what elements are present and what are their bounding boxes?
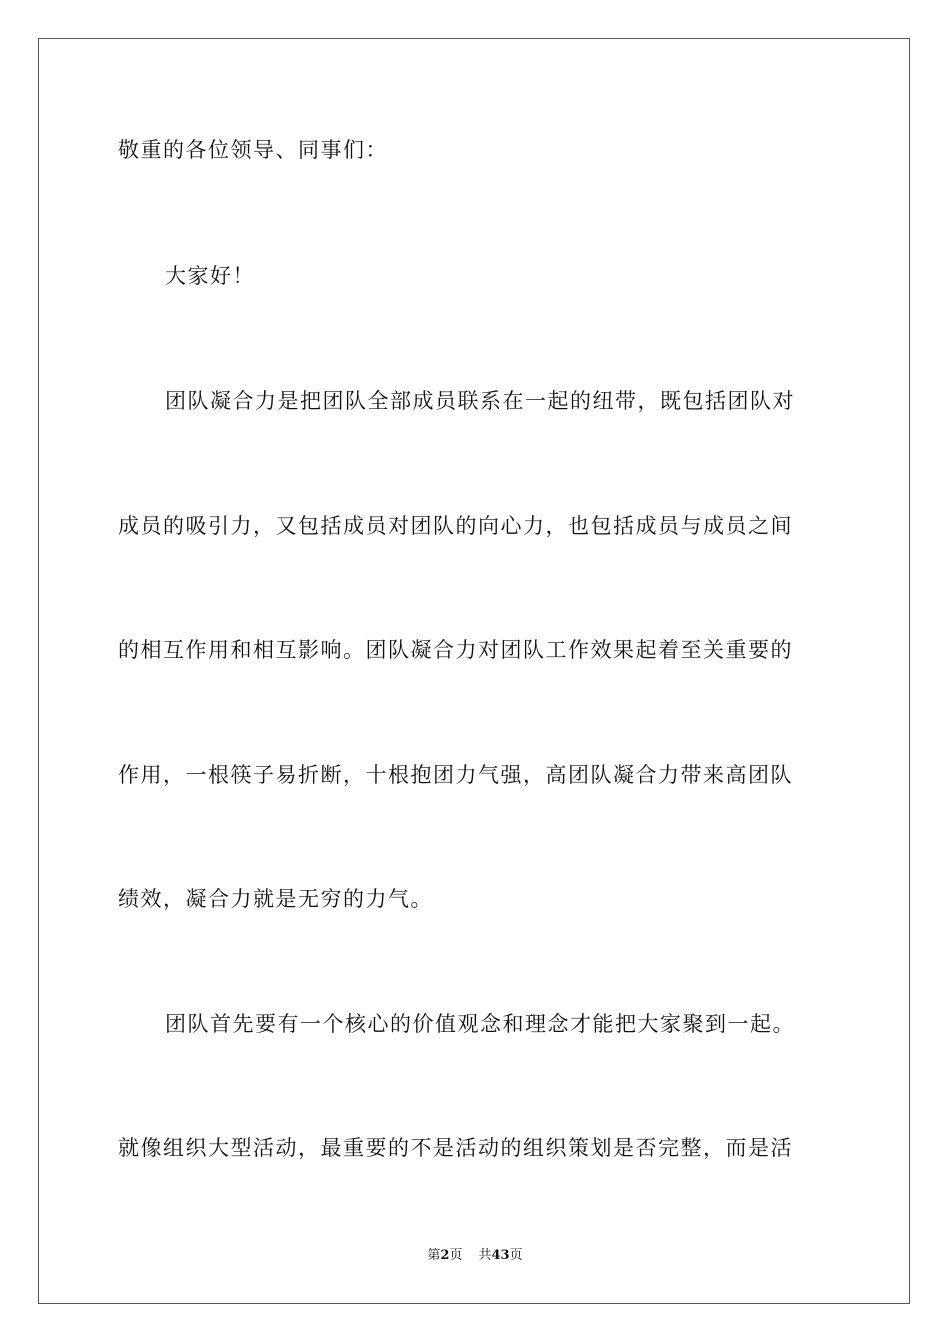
page-footer (0, 1247, 950, 1265)
greeting: 大家好！ (165, 264, 255, 288)
page-suffix: 页 (449, 1248, 463, 1263)
paragraph-1-line-1: 团队凝合力是把团队全部成员联系在一起的纽带，既包括团队对 (165, 389, 795, 413)
paragraph-1-line-2: 成员的吸引力，又包括成员对团队的向心力，也包括成员与成员之间 (118, 514, 793, 538)
total-pages: 43 (491, 1248, 510, 1263)
total-prefix: 共 (478, 1248, 492, 1263)
salutation: 敬重的各位领导、同事们： (118, 138, 388, 162)
page-prefix: 第 (427, 1248, 441, 1263)
total-suffix: 页 (509, 1248, 523, 1263)
paragraph-1-line-3: 的相互作用和相互影响。团队凝合力对团队工作效果起着至关重要的 (118, 638, 793, 662)
paragraph-2-line-1: 团队首先要有一个核心的价值观念和理念才能把大家聚到一起。 (165, 1012, 795, 1036)
page-number: 2 (440, 1248, 450, 1263)
paragraph-1-line-4: 作用，一根筷子易折断，十根抱团力气强，高团队凝合力带来高团队 (118, 763, 793, 787)
paragraph-2-line-2: 就像组织大型活动，最重要的不是活动的组织策划是否完整，而是活 (118, 1136, 793, 1160)
page-border (38, 38, 910, 1304)
paragraph-1-line-5: 绩效，凝合力就是无穷的力气。 (118, 887, 433, 911)
